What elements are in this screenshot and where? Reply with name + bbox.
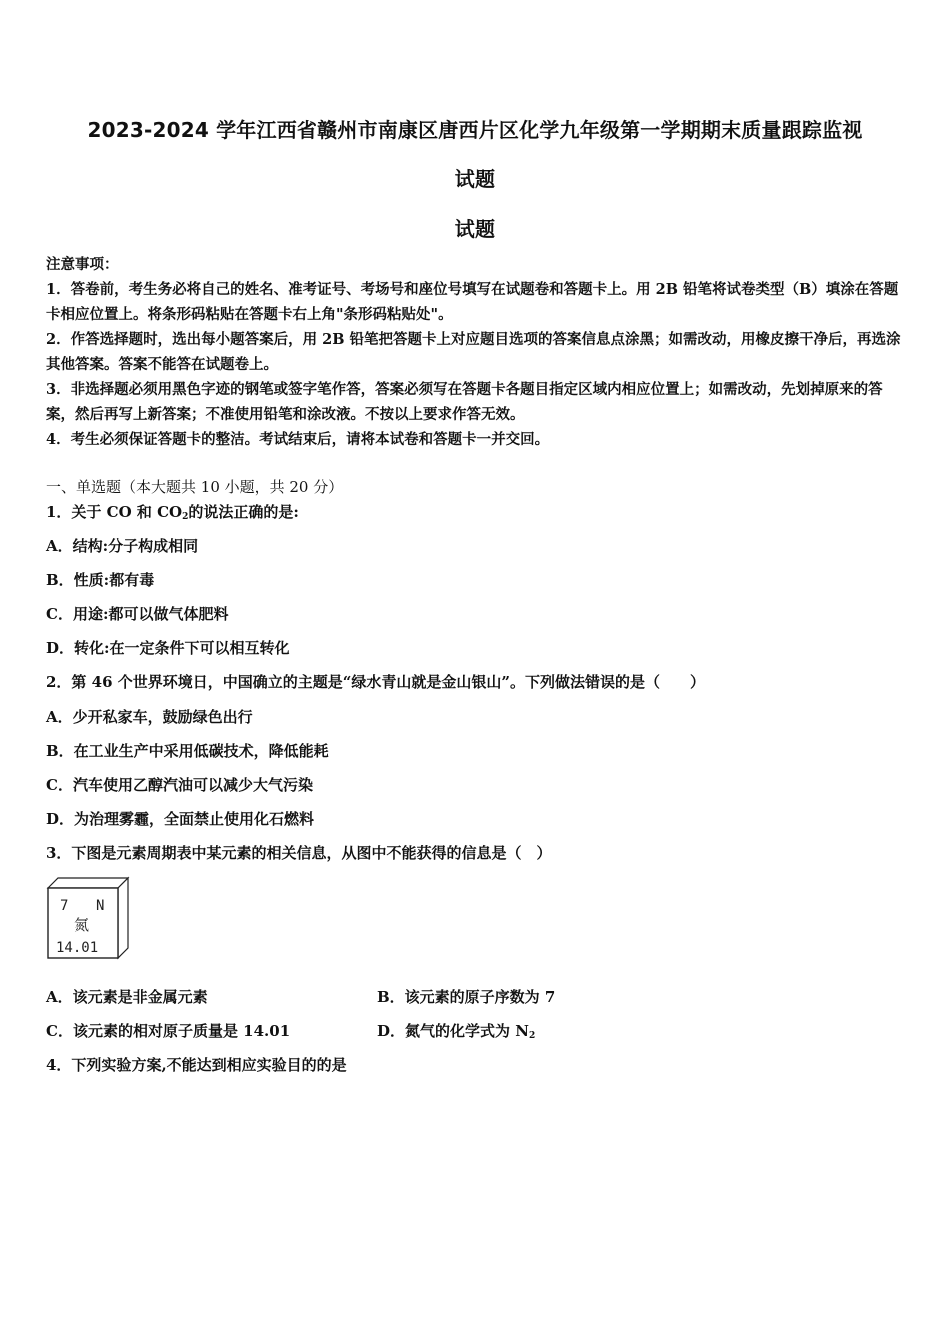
question-1-stem-text: 1．关于 CO 和 CO xyxy=(46,503,183,521)
question-1-option-b: B．性质:都有毒 xyxy=(46,571,155,589)
question-3-option-d xyxy=(377,1020,535,1041)
note-item-2: 2．作答选择题时，选出每小题答案后，用 2B 铅笔把答题卡上对应题目选项的答案信息点涂黑；如需改动，用橡皮擦干净后，再选涂其他答案。答案不能答在试题卷上。 xyxy=(46,331,901,373)
question-2-option-c: C．汽车使用乙醇汽油可以减少大气污染 xyxy=(46,776,313,794)
element-atomic-mass: 14.01 xyxy=(56,940,99,956)
question-2-option-d: D．为治理雾霾，全面禁止使用化石燃料 xyxy=(46,810,315,828)
question-2-option-a: A．少开私家车，鼓励绿色出行 xyxy=(46,708,253,726)
question-3-stem: 3．下图是元素周期表中某元素的相关信息，从图中不能获得的信息是（ ） xyxy=(46,844,552,862)
element-atomic-number: 7 xyxy=(60,898,69,914)
question-3-option-a: A．该元素是非金属元素 xyxy=(46,988,208,1006)
element-symbol: N xyxy=(96,898,105,914)
co2-subscript: 2 xyxy=(182,512,189,522)
question-2-stem: 2．第 46 个世界环境日，中国确立的主题是“绿水青山就是金山银山”。下列做法错误的是（ ） xyxy=(46,673,706,691)
exam-title-line-2: 试题 xyxy=(454,167,496,191)
note-item-1: 1．答卷前，考生务必将自己的姓名、准考证号、考场号和座位号填写在试题卷和答题卡上。用 2B 铅笔将试卷类型（B）填涂在答题卡相应位置上。将条形码粘贴在答题卡右上角"条形码粘贴处"。 xyxy=(46,281,899,323)
note-item-3: 3．非选择题必须用黑色字迹的钢笔或签字笔作答，答案必须写在答题卡各题目指定区域内相应位置上；如需改动，先划掉原来的答案，然后再写上新答案；不准使用铅笔和涂改液。不按以上要求作答无效。 xyxy=(46,381,883,423)
question-1-stem-tail: 的说法正确的是: xyxy=(188,503,299,521)
element-name: 氮 xyxy=(74,916,90,934)
exam-notes xyxy=(46,252,904,452)
question-2-option-b: B．在工业生产中采用低碳技术，降低能耗 xyxy=(46,742,329,760)
question-1-stem xyxy=(46,501,299,522)
notes-heading: 注意事项： xyxy=(46,256,119,273)
question-1-option-a: A．结构:分子构成相同 xyxy=(46,537,199,555)
n2-subscript: 2 xyxy=(528,1031,536,1041)
question-1-option-d: D．转化:在一定条件下可以相互转化 xyxy=(46,639,290,657)
exam-title-line-3: 试题 xyxy=(454,217,496,241)
question-3-option-b: B．该元素的原子序数为 7 xyxy=(377,988,556,1006)
question-1-option-c: C．用途:都可以做气体肥料 xyxy=(46,605,229,623)
element-tile-figure xyxy=(44,876,130,962)
note-item-4: 4．考生必须保证答题卡的整洁。考试结束后，请将本试卷和答题卡一并交回。 xyxy=(46,431,550,448)
question-4-stem: 4．下列实验方案,不能达到相应实验目的的是 xyxy=(46,1056,347,1074)
question-3-option-d-text: D．氮气的化学式为 N xyxy=(377,1022,529,1040)
exam-title-line-1: 2023-2024 学年江西省赣州市南康区唐西片区化学九年级第一学期期末质量跟踪监视 xyxy=(87,118,863,142)
question-3-option-c: C．该元素的相对原子质量是 14.01 xyxy=(46,1022,291,1040)
section-heading: 一、单选题（本大题共 10 小题，共 20 分） xyxy=(46,478,344,496)
